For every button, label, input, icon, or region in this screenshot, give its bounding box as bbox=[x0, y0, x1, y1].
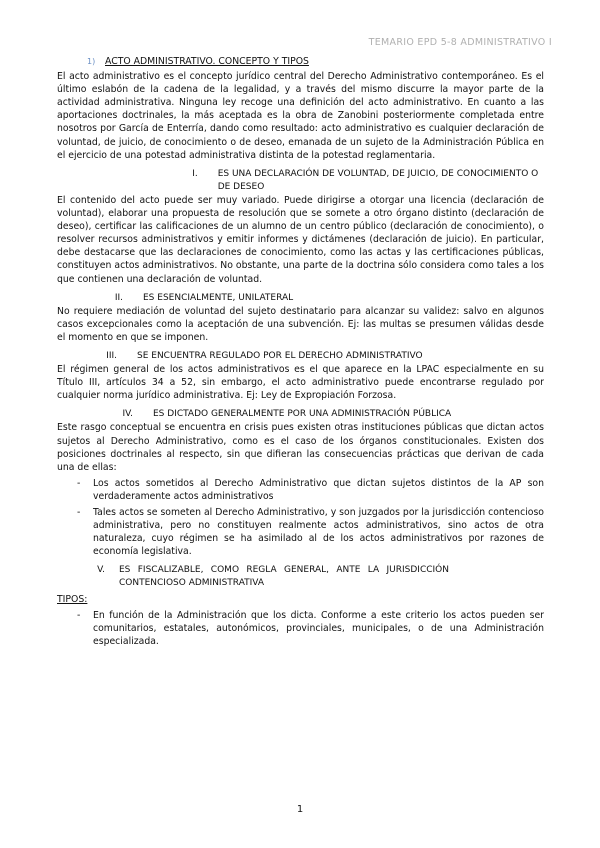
list-item bbox=[57, 506, 544, 558]
list-item bbox=[57, 477, 544, 503]
section-title: ES ESENCIALMENTE, UNILATERAL bbox=[143, 292, 294, 303]
section-paragraph-iii: El régimen general de los actos administrativos es el que aparece en la LPAC especialmente en su Título III, artículos 34 a 52, sin embargo, el acto administrativo puede encontrarse regulado por cualquier norma jurídico administrativa. Ej: Ley de Expropiación Forzosa. bbox=[57, 364, 544, 402]
chapter-title: ACTO ADMINISTRATIVO. CONCEPTO Y TIPOS bbox=[105, 56, 309, 67]
section-numeral: V. bbox=[97, 565, 105, 576]
list-item-text: En función de la Administración que los dicta. Conforme a este criterio los actos pueden ser comunitarios, estatales, autonómicos, provinciales, municipales, o de una Administración especializada. bbox=[93, 609, 544, 647]
dash-bullet: - bbox=[77, 609, 81, 621]
dash-bullet: - bbox=[77, 507, 81, 518]
section-numeral: III. bbox=[106, 350, 117, 361]
list-item bbox=[57, 609, 544, 648]
section-paragraph-iv: Este rasgo conceptual se encuentra en crisis pues existen otras instituciones públicas que dictan actos sujetos al Derecho Administrativo, como es el caso de los órganos constitucionales. Existen dos posiciones doctrinales al respecto, sin que difieran las consecuencias prácticas que derivan de cada una de ellas: bbox=[57, 422, 544, 473]
section-numeral: I. bbox=[192, 168, 198, 179]
section-paragraph-i: El contenido del acto puede ser muy variado. Puede dirigirse a otorgar una licencia (declaración de voluntad), elaborar una propuesta de resolución que se somete a otro órgano distinto (declaración de deseo), certificar las calificaciones de un alumno de un centro público (declaración de conocimiento), o resolver recursos administrativos y emitir informes y dictámenes (declaración de juicio). En particular, debe destacarse que las declaraciones de conocimiento, como las actas y las certificaciones públicas, constituyen actos administrativos. No obstante, una parte de la doctrina sólo considera como tales a los que contienen una declaración de voluntad. bbox=[57, 194, 544, 285]
document-body bbox=[57, 55, 544, 648]
page-number: 1 bbox=[296, 804, 304, 815]
chapter-number: 1) bbox=[87, 57, 96, 66]
section-title: ES UNA DECLARACIÓN DE VOLUNTAD, DE JUICIO, DE CONOCIMIENTO O DE DESEO bbox=[217, 168, 539, 192]
section-heading-iv bbox=[57, 408, 544, 421]
section-title: ES DICTADO GENERALMENTE POR UNA ADMINISTRACIÓN PÚBLICA bbox=[153, 409, 452, 420]
section-heading-ii bbox=[57, 292, 544, 305]
section-title: ES FISCALIZABLE, COMO REGLA GENERAL, ANTE LA JURISDICCIÓN CONTENCIOSO ADMINISTRATIVA bbox=[119, 565, 449, 589]
dash-bullet: - bbox=[77, 477, 81, 489]
section-numeral: IV. bbox=[122, 409, 133, 420]
section-heading-v bbox=[57, 564, 544, 590]
running-header: TEMARIO EPD 5-8 ADMINISTRATIVO I bbox=[368, 37, 552, 48]
section-paragraph-ii: No requiere mediación de voluntad del sujeto destinatario para alcanzar su validez: salvo en algunos casos excepcionales como la aceptación de una subvención. Ej: las multas se presumen válidas desde el momento en que se imponen. bbox=[57, 305, 544, 343]
chapter-heading bbox=[87, 55, 544, 68]
list-item-text: Tales actos se someten al Derecho Administrativo, y son juzgados por la jurisdicción contencioso administrativa, pero no constituyen realmente actos administrativos, sino actos de otra naturaleza, cuyo régimen se ha asimilado al de los actos administrativos por razones de economía legislativa. bbox=[93, 507, 544, 558]
intro-paragraph: El acto administrativo es el concepto jurídico central del Derecho Administrativo contemporáneo. Es el último eslabón de la cadena de la legalidad, y a través del mismo discurre la mayor parte de la actividad administrativa. Ninguna ley recoge una definición del acto administrativo. En cuanto a las aportaciones doctrinales, la más aceptada es la obra de Zanobini posteriormente completada entre nosotros por García de Enterría, dando como resultado: acto administrativo es cualquier declaración de voluntad, de juicio, de conocimiento o de deseo, emanada de un sujeto de la Administración Pública en el ejercicio de una potestad administrativa distinta de la potestad reglamentaria. bbox=[57, 71, 544, 161]
section-heading-iii bbox=[57, 350, 544, 363]
section-numeral: II. bbox=[114, 292, 123, 303]
section-heading-i bbox=[57, 168, 544, 194]
section-title: SE ENCUENTRA REGULADO POR EL DERECHO ADMINISTRATIVO bbox=[137, 350, 423, 361]
list-item-text: Los actos sometidos al Derecho Administrativo que dictan sujetos distintos de la AP son verdaderamente actos administrativos bbox=[93, 477, 544, 502]
tipos-label: TIPOS: bbox=[57, 593, 88, 605]
